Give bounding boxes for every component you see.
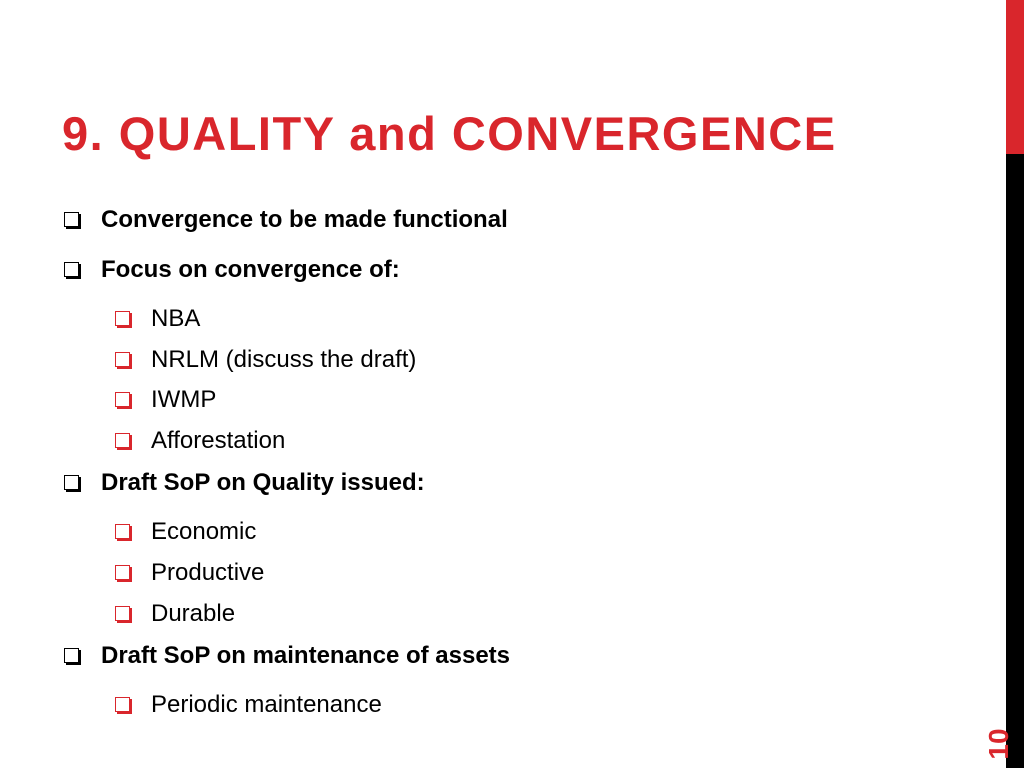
bullet-focus-convergence bbox=[64, 256, 400, 284]
slide-title: 9. QUALITY and CONVERGENCE bbox=[62, 107, 837, 160]
bullet-text: Convergence to be made functional bbox=[101, 206, 508, 233]
checkbox-bullet-icon bbox=[115, 524, 130, 539]
page-number: 10 bbox=[983, 728, 1014, 760]
sub-bullet-text: Durable bbox=[151, 600, 236, 627]
checkbox-bullet-icon bbox=[64, 212, 79, 227]
bullet-text: Draft SoP on Quality issued: bbox=[101, 469, 425, 496]
sub-bullet-afforestation bbox=[115, 427, 285, 455]
bullet-text: Focus on convergence of: bbox=[101, 256, 400, 283]
sub-bullet-nba bbox=[115, 305, 200, 333]
sub-bullet-text: Economic bbox=[151, 518, 257, 545]
sub-bullet-text: Afforestation bbox=[151, 427, 286, 454]
sub-bullet-iwmp bbox=[115, 386, 216, 414]
bullet-text: Draft SoP on maintenance of assets bbox=[101, 642, 511, 669]
checkbox-bullet-icon bbox=[64, 262, 79, 277]
sub-bullet-text: NRLM (discuss the draft) bbox=[151, 346, 417, 373]
sub-bullet-periodic-maintenance bbox=[115, 691, 382, 719]
checkbox-bullet-icon bbox=[115, 697, 130, 712]
sub-bullet-text: Productive bbox=[151, 559, 265, 586]
checkbox-bullet-icon bbox=[115, 565, 130, 580]
sub-bullet-nrlm bbox=[115, 346, 416, 374]
side-accent-bar-black bbox=[1006, 154, 1024, 768]
checkbox-bullet-icon bbox=[115, 352, 130, 367]
bullet-draft-sop-maintenance bbox=[64, 642, 510, 670]
bullet-draft-sop-quality bbox=[64, 469, 425, 497]
checkbox-bullet-icon bbox=[115, 311, 130, 326]
sub-bullet-text: NBA bbox=[151, 305, 201, 332]
checkbox-bullet-icon bbox=[64, 648, 79, 663]
sub-bullet-text: IWMP bbox=[151, 386, 217, 413]
sub-bullet-text: Periodic maintenance bbox=[151, 691, 382, 718]
side-accent-bar-red bbox=[1006, 0, 1024, 154]
sub-bullet-economic bbox=[115, 518, 256, 546]
checkbox-bullet-icon bbox=[115, 606, 130, 621]
sub-bullet-durable bbox=[115, 600, 235, 628]
checkbox-bullet-icon bbox=[115, 392, 130, 407]
checkbox-bullet-icon bbox=[115, 433, 130, 448]
sub-bullet-productive bbox=[115, 559, 264, 587]
bullet-convergence-functional bbox=[64, 206, 508, 234]
checkbox-bullet-icon bbox=[64, 475, 79, 490]
